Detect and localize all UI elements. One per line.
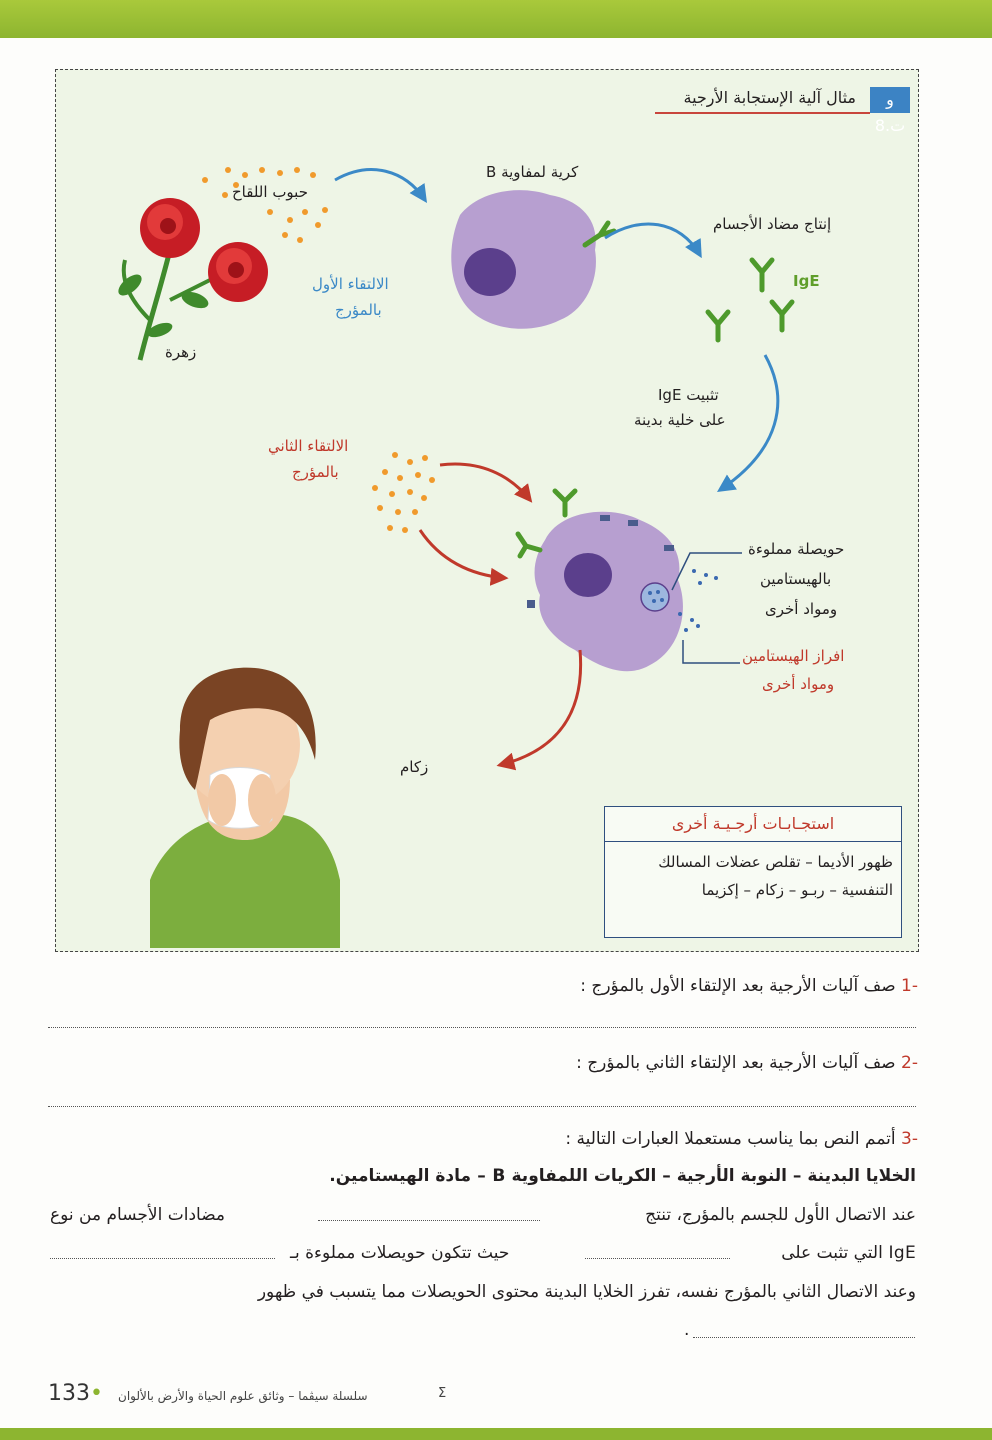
histamine-secretion-label-2: ومواد أخرى	[762, 675, 835, 693]
mast-cell	[518, 491, 718, 671]
blank-3[interactable]	[50, 1258, 275, 1259]
ige-antibodies	[708, 260, 792, 340]
bottom-color-bar	[0, 1428, 992, 1440]
second-contact-label: الالتقاء الثاني	[268, 437, 349, 455]
top-color-bar	[0, 0, 992, 38]
question-1-number: -1	[901, 976, 918, 996]
pollen-grains-top	[202, 167, 328, 243]
second-contact-label-2: بالمؤرج	[292, 463, 339, 481]
box-body: ظهور الأديما – تقلص عضلات المسالك التنفسية – ربـو – زكام – إكزيما	[658, 853, 893, 899]
question-3-number: -3	[901, 1129, 918, 1149]
sneezing-person-illustration	[150, 668, 340, 948]
terms-list: الخلايا البدينة – النوبة الأرجية – الكريات اللمفاوية B – مادة الهيستامين.	[329, 1166, 916, 1186]
fill-line-2-start: IgE التي تثبت على	[781, 1243, 916, 1263]
blank-4[interactable]	[693, 1337, 915, 1338]
vesicle-label-3: ومواد أخرى	[765, 600, 838, 618]
box-title: استجـابـات أرجـيـة أخرى	[605, 807, 901, 842]
answer-line-2[interactable]	[48, 1106, 916, 1107]
vesicle-label: حويصلة مملوءة	[748, 540, 845, 558]
fill-line-4-end: .	[684, 1320, 690, 1340]
b-cell-label: كرية لمفاوية B	[486, 163, 579, 181]
first-contact-label-2: بالمؤرج	[335, 301, 382, 319]
antibody-production-label: إنتاج مضاد الأجسام	[713, 215, 832, 233]
question-2-number: -2	[901, 1053, 918, 1073]
ige-fixation-label: تثبيت IgE	[658, 386, 719, 404]
pollen-label: حبوب اللقاح	[232, 183, 308, 201]
footer-series-title: سلسلة سيڤما – وثائق علوم الحياة والأرض بالألوان	[118, 1389, 368, 1403]
b-lymphocyte-cell	[451, 190, 614, 329]
fill-line-1-start: عند الاتصال الأول للجسم بالمؤرج، تنتج	[645, 1205, 916, 1225]
question-3	[565, 1129, 918, 1149]
answer-line-1[interactable]	[48, 1027, 916, 1028]
ige-fixation-label-2: على خلية بدينة	[634, 411, 726, 429]
question-1	[580, 976, 918, 996]
question-2	[576, 1053, 918, 1073]
blank-1[interactable]	[318, 1220, 540, 1221]
fill-line-2-middle: حيث تتكون حويصلات مملوءة بـ	[290, 1243, 510, 1263]
page-number-value: 133	[48, 1381, 90, 1406]
blank-2[interactable]	[585, 1258, 730, 1259]
cold-label: زكام	[400, 758, 429, 776]
question-2-text: صف آليات الأرجية بعد الإلتقاء الثاني بالمؤرج :	[576, 1053, 896, 1073]
page-number-dot: •	[90, 1381, 103, 1406]
pollen-grains-second	[372, 452, 435, 533]
flower-label: زهرة	[165, 343, 197, 361]
vesicle-label-2: بالهيستامين	[760, 570, 832, 588]
sigma-logo-icon: Σ	[438, 1386, 447, 1401]
title-underline	[655, 112, 870, 114]
page-number	[48, 1381, 103, 1406]
other-allergic-responses-box	[604, 806, 902, 938]
fill-line-1-end: مضادات الأجسام من نوع	[50, 1205, 226, 1225]
first-contact-label: الالتقاء الأول	[312, 275, 389, 293]
figure-title: مثال آلية الإستجابة الأرجية	[683, 88, 856, 107]
fill-line-3: وعند الاتصال الثاني بالمؤرج نفسه، تفرز الخلايا البدينة محتوى الحويصلات مما يتسبب في ظهور	[257, 1282, 916, 1302]
question-3-text: أتمم النص بما يناسب مستعملا العبارات التالية :	[565, 1129, 896, 1149]
ige-label: IgE	[793, 272, 820, 290]
figure-badge: و ت.8	[870, 87, 910, 113]
rose-flower-illustration	[115, 198, 268, 360]
histamine-secretion-label: افراز الهيستامين	[742, 647, 845, 665]
question-1-text: صف آليات الأرجية بعد الإلتقاء الأول بالمؤرج :	[580, 976, 896, 996]
